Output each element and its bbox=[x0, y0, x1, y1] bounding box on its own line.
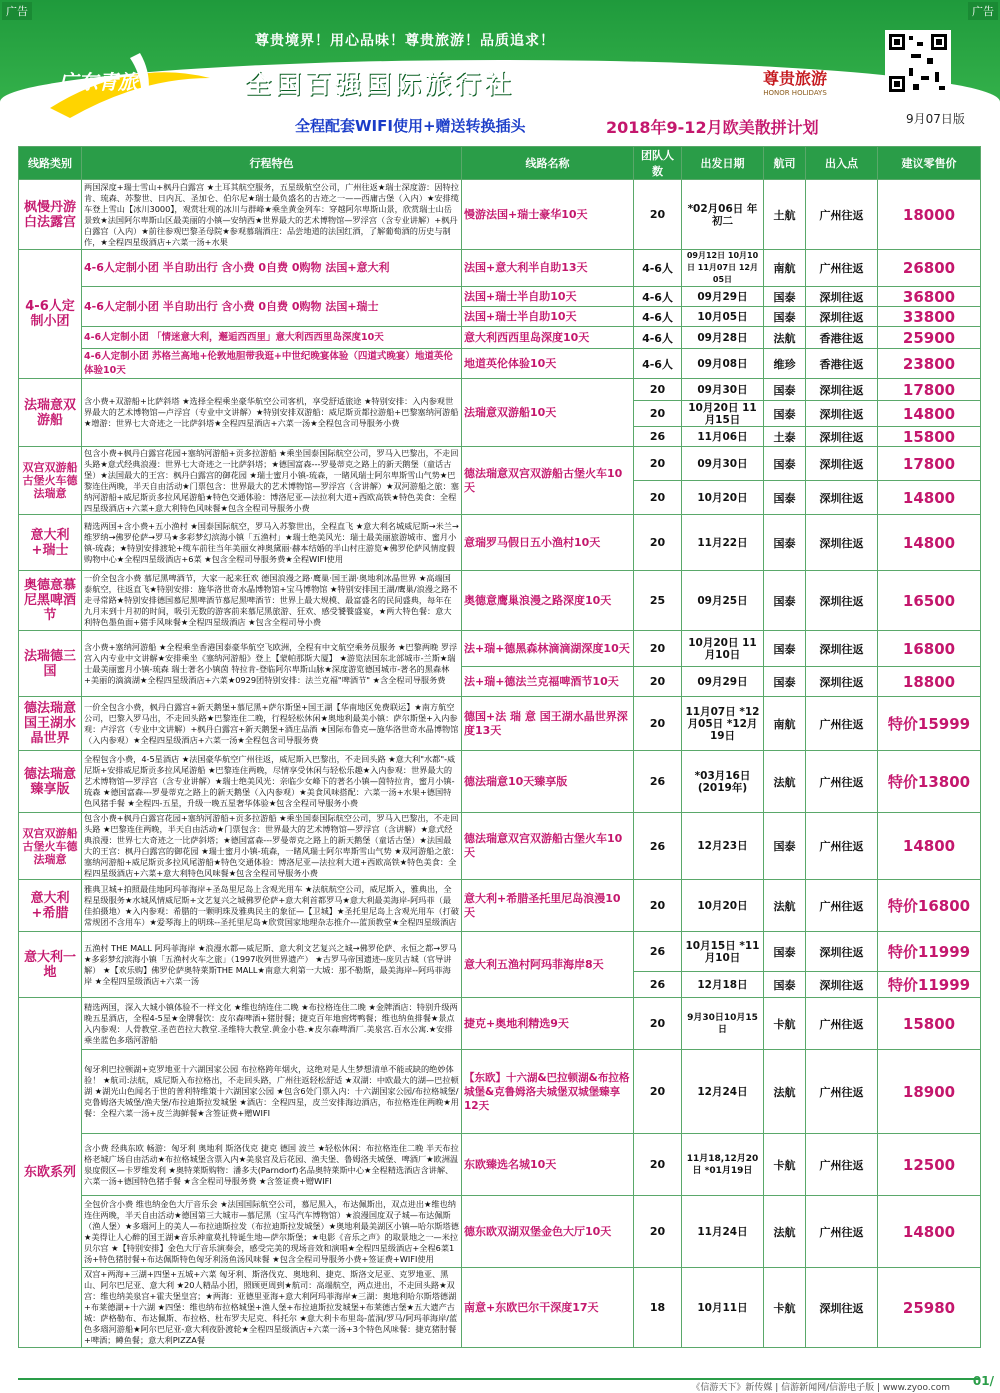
qr-code-icon bbox=[885, 30, 951, 96]
table-row bbox=[19, 1134, 981, 1196]
route-cell[interactable]: 奥德意鹰巢浪漫之路深度10天 bbox=[462, 571, 634, 631]
category-cell: 法瑞意双游船 bbox=[19, 379, 82, 447]
pax-cell: 20 bbox=[634, 1196, 682, 1268]
feature-cell: 含小费+塞纳河游船 ★全程乘坐香港国泰豪华航空飞欧洲，全程有中文航空乘务员服务 ★巴黎两晚 罗浮宫入内专业中文讲解★安排乘坐《塞纳河游船》登上【蒙帕那斯大厦】 ★游览法国东北部城市-兰斯★瑞士最美丽蜜月小镇-琉森 瑞士著名小镇茵 特拉肯-登临阿尔卑斯山脉★深度游览德国城市-著名的黑森林+美丽的滴滴湖★全程四星级酒店+六菜★0929团特别安排：法兰克福"啤酒节" ★含全程司导服务费 bbox=[82, 631, 462, 697]
port-cell: 广州往返 bbox=[806, 813, 878, 880]
airline-cell: 国泰 bbox=[764, 932, 806, 972]
date-cell: 09月29日 bbox=[682, 667, 764, 697]
date-cell: *03月16日 (2019年) bbox=[682, 751, 764, 813]
table-row bbox=[19, 631, 981, 667]
table-row bbox=[19, 932, 981, 972]
date-cell: 09月30日 bbox=[682, 379, 764, 401]
feature-cell: 双宫+两海+三湖+四堡+五城+六菜 匈牙利、斯洛伐克、奥地利、捷克、斯洛文尼亚、克罗地亚、黑山、阿尔巴尼亚、意大利 ★20人精品小团，照顾更周到★航司：高端航空，两点进出，不走回头路★双宫：维也纳美泉宫+霍夫堡皇宫；★两海：亚德里亚海+意大利阿玛菲海岸★三湖：奥地利哈尔斯塔德湖+布莱德湖+十六湖 ★四堡：维也纳布拉格城堡+渔人堡+布拉迪斯拉发城堡+布莱德古堡★五大遗产古城：萨格勒布、布达佩斯、布拉格、杜布罗夫尼克、科托尔 ★意大利卡布里岛-蓝洞/罗马/阿玛菲海岸/蓝色多瑙河游船★阿尔巴尼亚-意大利夜卧渡轮★全程四星级酒店+六菜一汤+3个特色风味餐：捷克猪肘餐+啤酒；鳟鱼餐；意大利PIZZA餐 bbox=[82, 1268, 462, 1348]
route-cell[interactable]: 地道英伦体验10天 bbox=[462, 349, 634, 379]
pax-cell: 26 bbox=[634, 932, 682, 972]
pax-cell: 20 bbox=[634, 667, 682, 697]
price-cell: 14800 bbox=[878, 813, 981, 880]
col-header: 线路类别 bbox=[19, 147, 82, 180]
airline-cell: 国泰 bbox=[764, 813, 806, 880]
date-cell: 11月22日 bbox=[682, 515, 764, 571]
header-banner bbox=[0, 0, 1000, 146]
route-cell[interactable]: 慢游法国+瑞士豪华10天 bbox=[462, 180, 634, 250]
price-cell: 14800 bbox=[878, 481, 981, 515]
honor-sub: HONOR HOLIDAYS bbox=[763, 89, 827, 97]
table-row bbox=[19, 250, 981, 287]
airline-cell: 国泰 bbox=[764, 447, 806, 481]
date-cell: 11月24日 bbox=[682, 1196, 764, 1268]
date-cell: 12月18日 bbox=[682, 972, 764, 998]
airline-cell: 维珍 bbox=[764, 349, 806, 379]
honor-holidays-logo bbox=[735, 46, 855, 106]
pax-cell: 20 bbox=[634, 631, 682, 667]
port-cell: 深圳往返 bbox=[806, 932, 878, 972]
feature-cell: 4-6人定制小团 苏格兰高地+伦敦地胆带我逛+中世纪晚宴体验（四道式晚宴）地道英伦体验10天 bbox=[82, 349, 462, 379]
airline-cell: 法航 bbox=[764, 1196, 806, 1268]
date-cell: 10月20日 bbox=[682, 481, 764, 515]
version-label: 9月07日版 bbox=[906, 112, 965, 126]
table-row bbox=[19, 813, 981, 880]
pax-cell: 20 bbox=[634, 998, 682, 1050]
pax-cell: 18 bbox=[634, 1268, 682, 1348]
airline-cell: 卡航 bbox=[764, 1268, 806, 1348]
pax-cell: 4-6人 bbox=[634, 327, 682, 349]
pax-cell: 20 bbox=[634, 1050, 682, 1134]
date-cell: 12月23日 bbox=[682, 813, 764, 880]
pax-cell: 20 bbox=[634, 880, 682, 932]
route-cell[interactable]: 法+瑞+德黑森林滴滴湖深度10天 bbox=[462, 631, 634, 667]
price-cell: 特价13800 bbox=[878, 751, 981, 813]
pax-cell: 4-6人 bbox=[634, 287, 682, 307]
category-cell: 双宫双游船古堡火车德法瑞意 bbox=[19, 447, 82, 515]
price-cell: 17800 bbox=[878, 447, 981, 481]
date-cell: 12月24日 bbox=[682, 1050, 764, 1134]
port-cell: 深圳往返 bbox=[806, 1268, 878, 1348]
airline-cell: 法航 bbox=[764, 751, 806, 813]
page-number: 01/ bbox=[972, 1374, 994, 1388]
plan-title: 2018年9-12月欧美散拼计划 bbox=[606, 118, 819, 137]
category-cell: 德法瑞意国王湖水晶世界 bbox=[19, 697, 82, 751]
table-row bbox=[19, 327, 981, 349]
date-cell: 10月20日 11月15日 bbox=[682, 401, 764, 427]
route-cell[interactable]: 南意+东欧巴尔干深度17天 bbox=[462, 1268, 634, 1348]
route-cell[interactable]: 意大利五渔村阿玛菲海岸8天 bbox=[462, 932, 634, 998]
price-cell: 18000 bbox=[878, 180, 981, 250]
price-cell: 15800 bbox=[878, 998, 981, 1050]
route-cell[interactable]: 法+瑞+德法兰克福啤酒节10天 bbox=[462, 667, 634, 697]
route-cell[interactable]: 意大利+希腊圣托里尼岛浪漫10天 bbox=[462, 880, 634, 932]
category-cell: 法瑞德三国 bbox=[19, 631, 82, 697]
category-cell: 4-6人定制小团 bbox=[19, 250, 82, 379]
airline-cell: 南航 bbox=[764, 697, 806, 751]
date-cell: 09月28日 bbox=[682, 327, 764, 349]
honor-name: 尊贵旅游 bbox=[762, 69, 827, 88]
feature-cell: 匈牙利巴拉顿湖+克罗地亚十六湖国家公园 布拉格跨年烟火，这绝对是人生梦想清单不能或缺的绝妙体验！ ★航司:法航，威尼斯入布拉格出，不走回头路，广州往返轻松舒适 ★双湖：中欧最大的湖—巴拉顿湖 ★湖光山色闻名于世的普利特维策十六湖国家公园 ★包含6处门票入内：十六湖国家公园/布拉格城堡/克鲁姆洛夫城堡/渔夫堡/布拉迪斯拉发城堡 ★酒店：全程四星，皮兰安排海边酒店，布拉格连住两晚★用餐：全程六菜一汤+皮兰海鲜餐★含签证费+赠WIFI bbox=[82, 1050, 462, 1134]
airline-cell: 卡航 bbox=[764, 998, 806, 1050]
price-cell: 12500 bbox=[878, 1134, 981, 1196]
feature-cell: 全包价含小费 维也纳金色大厅音乐会 ★法国国际航空公司，慕尼黑入，布达佩斯出，双点进出★维也纳连住两晚，半天自由活动★德国第三大城市—慕尼黑（宝马汽车博物馆）★浪漫国度双子城—布达佩斯（渔人堡）★多瑙河上的美人—布拉迪斯拉发（布拉迪斯拉发城堡）★奥地利最美湖区小镇—哈尔斯塔德 ★美得让人心醉的国王湖★音乐神童莫扎特诞生地—萨尔斯堡；★电影《音乐之声》的取景地之一—米拉贝尔宫 ★【特别安排】金色大厅音乐演奏会，感受完美的现场音效和演唱★全程四星级酒店+全程6菜1汤+特色猪肘餐+布达佩斯特色匈牙利汤鱼汤风味餐 ★包含全程司导服务小费+签证费+WIFI使用 bbox=[82, 1196, 462, 1268]
route-cell[interactable]: 法国+意大利半自助13天 bbox=[462, 250, 634, 287]
category-cell: 双宫双游船古堡火车德法瑞意 bbox=[19, 813, 82, 880]
price-cell: 25980 bbox=[878, 1268, 981, 1348]
airline-cell: 国泰 bbox=[764, 972, 806, 998]
pax-cell: 20 bbox=[634, 447, 682, 481]
feature-cell: 一价全包含小费，枫丹白露宫+新天鹅堡+慕尼黑+萨尔斯堡+国王湖【华南地区免费联运】★南方航空公司，巴黎入罗马出，不走回头路★巴黎连住二晚，行程轻松休闲★奥地利最美小镇：萨尔斯堡+入内参观：卢浮宫（专业中文讲解）+枫丹白露宫+新天鹅堡+酒庄品酒 ★国际布鲁克—施华洛世奇水晶博物馆（入内参观）★全程四星级酒店+六菜一汤★全程包含司导服务费 bbox=[82, 697, 462, 751]
table-row bbox=[19, 1268, 981, 1348]
route-cell[interactable]: 【东欧】十六湖&巴拉顿湖&布拉格城堡&克鲁姆洛夫城堡双城堡臻享12天 bbox=[462, 1050, 634, 1134]
feature-cell: 包含小费+枫丹白露宫花园+塞纳河游船+贡多拉游船 ★乘坐国泰国际航空公司，罗马入巴黎出，不走回头路 ★巴黎连住两晚，半天自由活动★门票包含：世界最大的艺术博物馆—罗浮宫（含讲解）★意式经典浪漫：世界七大奇迹之一比萨斜塔；★德国富森---罗曼蒂克之路上的新天鹅堡（童话古堡）★法国最大的王宫：枫丹白露宫的御花园 ★瑞士蜜月小镇-琉森，一睹风瑞士阿尔卑斯雪山气势 ★双河游船之旅：塞纳河游船+威尼斯贡多拉风尾游船★特色交通体验：博洛尼亚—法拉利大道+西欧高铁★特色美食：全程四星级酒店+六菜+意大利特色风味餐★包含全程司导服务小费 bbox=[82, 813, 462, 880]
date-cell: 10月20日 bbox=[682, 880, 764, 932]
feature-cell: 4-6人定制小团 「情迷意大利，邂逅西西里」意大利西西里岛深度10天 bbox=[82, 327, 462, 349]
airline-cell: 法航 bbox=[764, 1050, 806, 1134]
feature-cell: 两国深度+瑞士雪山+枫丹白露宫 ★土耳其航空服务，五星级航空公司，广州往返★瑞士深度游：因特拉肯、琉森、苏黎世、日内瓦、圣加仑、伯尔尼★瑞士最负盛名的古迹之一——西庸古堡（入内）★安排缆车登上雪山【冰川3000】，观赏壮观的冰川与群峰★乘坐黄金列车：穿越阿尔卑斯山景，欣赏瑞士山岳景致★法国阿尔卑斯山区最美丽的小镇—安纳西★世界最大的艺术博物馆—罗浮宫（含专业讲解）+枫丹白露宫（入内）★前往参观巴黎圣母院★参观慕瑞酒庄：品尝地道的法国红酒，了解葡萄酒的历史与制作，★全程四星级酒店+六菜一汤+水果 bbox=[82, 180, 462, 250]
pax-cell: 20 bbox=[634, 515, 682, 571]
ad-label-right: 广告 bbox=[968, 2, 998, 20]
port-cell: 深圳往返 bbox=[806, 379, 878, 401]
price-cell: 特价11999 bbox=[878, 972, 981, 998]
airline-cell: 国泰 bbox=[764, 307, 806, 327]
airline-cell: 国泰 bbox=[764, 631, 806, 667]
date-cell: 09月12日 10月10日 11月07日 12月05日 bbox=[682, 250, 764, 287]
route-cell[interactable]: 意大利西西里岛深度10天 bbox=[462, 327, 634, 349]
date-cell: *02月06日 年初二 bbox=[682, 180, 764, 250]
category-cell: 奥德意慕尼黑啤酒节 bbox=[19, 571, 82, 631]
feature-cell: 全程包含小费，4-5星酒店 ★法国豪华航空广州往返，威尼斯入巴黎出，不走回头路 ★意大利"水都"-威尼斯+安排威尼斯贡多拉风尾游船 ★巴黎连住两晚，尽情享受休闲与轻松乐趣★入内参观：世界最大的艺术博物馆—罗浮宫（含专业讲解）★瑞士绝美风光：亲临少女峰下的著名小镇—茵特拉肯，蜜月小镇-琉森 ★德国富森---罗曼蒂克之路上的新天鹅堡（入内参观）★美食风味搭配：六菜一汤+水果+德国特色风猪手餐 ★全程四-五星，升级一晚五星奢华体验★包含全程司导服务小费 bbox=[82, 751, 462, 813]
col-header: 航司 bbox=[764, 147, 806, 180]
port-cell: 深圳往返 bbox=[806, 631, 878, 667]
price-cell: 26800 bbox=[878, 250, 981, 287]
route-cell[interactable]: 德国+法 瑞 意 国王湖水晶世界深度13天 bbox=[462, 697, 634, 751]
port-cell: 广州往返 bbox=[806, 180, 878, 250]
port-cell: 香港往返 bbox=[806, 327, 878, 349]
table-row bbox=[19, 515, 981, 571]
route-cell[interactable]: 法国+瑞士半自助10天 bbox=[462, 287, 634, 307]
date-cell: 09月29日 bbox=[682, 287, 764, 307]
category-cell: 意大利+瑞士 bbox=[19, 515, 82, 571]
pax-cell: 4-6人 bbox=[634, 250, 682, 287]
port-cell: 深圳往返 bbox=[806, 427, 878, 447]
port-cell: 广州往返 bbox=[806, 998, 878, 1050]
airline-cell: 法航 bbox=[764, 327, 806, 349]
port-cell: 广州往返 bbox=[806, 697, 878, 751]
table-row bbox=[19, 571, 981, 631]
table-row bbox=[19, 180, 981, 250]
airline-cell: 国泰 bbox=[764, 667, 806, 697]
pax-cell: 20 bbox=[634, 180, 682, 250]
airline-cell: 南航 bbox=[764, 250, 806, 287]
pax-cell: 26 bbox=[634, 751, 682, 813]
price-cell: 23800 bbox=[878, 349, 981, 379]
port-cell: 深圳往返 bbox=[806, 447, 878, 481]
port-cell: 深圳往返 bbox=[806, 481, 878, 515]
port-cell: 广州往返 bbox=[806, 1050, 878, 1134]
date-cell: 11月07日 *12月05日 *12月19日 bbox=[682, 697, 764, 751]
route-cell[interactable]: 法瑞意双游船10天 bbox=[462, 379, 634, 447]
date-cell: 10月05日 bbox=[682, 307, 764, 327]
price-cell: 17800 bbox=[878, 379, 981, 401]
price-cell: 14800 bbox=[878, 515, 981, 571]
brand-name: 广东青旅 bbox=[58, 70, 138, 94]
price-cell: 16800 bbox=[878, 631, 981, 667]
airline-cell: 土泰 bbox=[764, 427, 806, 447]
pax-cell: 20 bbox=[634, 481, 682, 515]
feature-cell: 五渔村 THE MALL 阿玛菲海岸 ★浪漫水都—威尼斯、意大利文艺复兴之城→佛罗伦萨、永恒之都→罗马 ★多彩梦幻滨海小镇「五渔村火车之旅」（1997收列世界遗产） ★古罗马帝国遗迹--庞贝古城（官导讲解） ★【欢乐购】佛罗伦萨奥特莱斯THE MALL★南意大利第一大城：那不勒斯，最美海岸--阿玛菲海岸 ★全程四星级酒店+六菜一汤 bbox=[82, 932, 462, 998]
airline-cell: 国泰 bbox=[764, 481, 806, 515]
price-cell: 15800 bbox=[878, 427, 981, 447]
port-cell: 广州往返 bbox=[806, 1134, 878, 1196]
price-cell: 特价16800 bbox=[878, 880, 981, 932]
date-cell: 10月15日 *11月10日 bbox=[682, 932, 764, 972]
port-cell: 广州往返 bbox=[806, 250, 878, 287]
table-row bbox=[19, 287, 981, 307]
pax-cell: 20 bbox=[634, 401, 682, 427]
port-cell: 深圳往返 bbox=[806, 667, 878, 697]
table-row bbox=[19, 349, 981, 379]
col-header: 线路名称 bbox=[462, 147, 634, 180]
feature-cell: 含小费 经典东欧 畅游：匈牙利 奥地利 斯洛伐克 捷克 德国 波兰 ★轻松休闲：布拉格连住二晚 半天布拉格老城广场自由活动★布拉格城堡含票入内★美泉宫及后花园、渔夫堡、鲁姆洛夫城堡、啤酒厂★欧洲温泉度假区—卡罗维发利 ★奥特莱斯购物：潘多夫(Parndorf)名品奥特莱斯中心★全程精选酒店含讲解、六菜一汤+德国特色猪手餐 ★含全程司导服务费 ★含签证费+赠WIFI bbox=[82, 1134, 462, 1196]
airline-cell: 国泰 bbox=[764, 515, 806, 571]
category-cell: 东欧系列 bbox=[19, 998, 82, 1348]
pax-cell: 26 bbox=[634, 427, 682, 447]
feature-cell: 含小费+双游船+比萨斜塔 ★选择全程乘坐豪华航空公司客机，享受舒适旅途 ★特别安排：入内参观世界最大的艺术博物馆—卢浮宫（专业中文讲解）★特别安排双游船：威尼斯贡都拉游船+巴黎塞纳河游船 ★增游：世界七大奇迹之一比萨斜塔★全程四星酒店+六菜一汤★全程包含司导服务小费 bbox=[82, 379, 462, 447]
date-cell: 9月30日10月15日 bbox=[682, 998, 764, 1050]
feature-cell: 包含小费+枫丹白露宫花园+塞纳河游船+贡多拉游船 ★乘坐国泰国际航空公司，罗马入巴黎出，不走回头路★意式经典浪漫：世界七大奇迹之一比萨斜塔；★德国富森---罗曼蒂克之路上的新天鹅堡（童话古堡）★法国最大的王宫：枫丹白露宫的御花园 ★瑞士蜜月小镇-琉森，一睹风瑞士阿尔卑斯雪山气势★巴黎连住两晚，半天自由活动★门票包含：世界最大的艺术博物馆—罗浮宫（含讲解）★双河游船之旅：塞纳河游船+威尼斯贡多拉风尾游船★特色交通体验：博洛尼亚—法拉利大道+西欧高铁★特色美食：全程四星级酒店+六菜+意大利特色风味餐★包含全程司导服务小费 bbox=[82, 447, 462, 515]
feature-cell: 4-6人定制小团 半自助出行 含小费 0自费 0购物 法国+瑞士 bbox=[82, 287, 462, 327]
category-cell: 德法瑞意臻享版 bbox=[19, 751, 82, 813]
price-cell: 18800 bbox=[878, 667, 981, 697]
route-cell[interactable]: 德法瑞意双宫双游船古堡火车10天 bbox=[462, 813, 634, 880]
wifi-promo: 全程配套WIFI使用+赠送转换插头 bbox=[295, 117, 526, 135]
airline-cell: 国泰 bbox=[764, 287, 806, 307]
airline-cell: 国泰 bbox=[764, 401, 806, 427]
table-row bbox=[19, 998, 981, 1050]
date-cell: 11月18,12月20日 *01月19日 bbox=[682, 1134, 764, 1196]
pax-cell: 4-6人 bbox=[634, 307, 682, 327]
feature-cell: 雅典卫城+拍照最佳地阿玛菲海岸+圣岛里尼岛上含观光用车 ★法航航空公司，威尼斯入，雅典出，全程星级服务★水城风情威尼斯+文艺复兴之城佛罗伦萨+意大利首都罗马★意大利最美海岸-阿玛菲（最佳拍摄地）★入内参观：希腊的一颗明珠及雅典民主的象征—【卫城】★圣托里尼岛上含观光用车（打破常规团不含用车）★爱琴海上的明珠--圣托里尼岛★欣赏国家地理杂志推介---蓝顶教堂★全程四星级酒店 bbox=[82, 880, 462, 932]
port-cell: 深圳往返 bbox=[806, 515, 878, 571]
port-cell: 深圳往返 bbox=[806, 287, 878, 307]
category-cell: 意大利+希腊 bbox=[19, 880, 82, 932]
feature-cell: 4-6人定制小团 半自助出行 含小费 0自费 0购物 法国+意大利 bbox=[82, 250, 462, 287]
pax-cell: 26 bbox=[634, 972, 682, 998]
airline-cell: 卡航 bbox=[764, 1134, 806, 1196]
price-cell: 14800 bbox=[878, 1196, 981, 1268]
table-row bbox=[19, 447, 981, 481]
table-row bbox=[19, 697, 981, 751]
airline-cell: 土航 bbox=[764, 180, 806, 250]
table-row bbox=[19, 1050, 981, 1134]
price-cell: 33800 bbox=[878, 307, 981, 327]
route-cell[interactable]: 意瑞罗马假日五小渔村10天 bbox=[462, 515, 634, 571]
price-cell: 36800 bbox=[878, 287, 981, 307]
price-cell: 特价15999 bbox=[878, 697, 981, 751]
ad-label-left: 广告 bbox=[2, 2, 32, 20]
port-cell: 广州往返 bbox=[806, 880, 878, 932]
airline-cell: 国泰 bbox=[764, 379, 806, 401]
port-cell: 深圳往返 bbox=[806, 307, 878, 327]
table-row bbox=[19, 1196, 981, 1268]
pax-cell: 20 bbox=[634, 1134, 682, 1196]
route-cell[interactable]: 德法瑞意10天臻享版 bbox=[462, 751, 634, 813]
port-cell: 香港往返 bbox=[806, 349, 878, 379]
category-cell: 意大利一地 bbox=[19, 932, 82, 998]
price-cell: 18900 bbox=[878, 1050, 981, 1134]
table-header-row bbox=[19, 147, 981, 180]
slogan: 尊贵境界！用心品味！尊贵旅游！品质追求！ bbox=[255, 33, 555, 49]
table-row bbox=[19, 379, 981, 401]
port-cell: 深圳往返 bbox=[806, 401, 878, 427]
route-cell[interactable]: 德东欧双湖双堡金色大厅10天 bbox=[462, 1196, 634, 1268]
pax-cell: 25 bbox=[634, 571, 682, 631]
col-header: 团队人数 bbox=[634, 147, 682, 180]
feature-cell: 一价全包含小费 慕尼黑啤酒节，大家一起来狂欢 德国浪漫之路·鹰巢·国王湖·奥地利冰晶世界 ★高端国泰航空，往返直飞★特别安排：施华洛世奇水晶博物馆+宝马博物馆 ★特别安排国王湖/鹰巢/浪漫之路不走寻常路★特别安排德国慕尼黑啤酒节慕尼黑啤酒节：世界上最大规模、最富盛名的民间盛典，每年在九月末到十月初的时间，吸引无数的游客前来慕尼黑旅游、狂欢、感受饕餮盛宴，★两大特色餐：意大利特色墨鱼面+猪手风味餐★全程四星级酒店 ★包含全程司导小费 bbox=[82, 571, 462, 631]
date-cell: 10月11日 bbox=[682, 1268, 764, 1348]
route-cell[interactable]: 东欧臻选名城10天 bbox=[462, 1134, 634, 1196]
pax-cell: 20 bbox=[634, 379, 682, 401]
airline-cell: 法航 bbox=[764, 880, 806, 932]
route-cell[interactable]: 法国+瑞士半自助10天 bbox=[462, 307, 634, 327]
route-cell[interactable]: 德法瑞意双宫双游船古堡火车10天 bbox=[462, 447, 634, 515]
port-cell: 广州往返 bbox=[806, 751, 878, 813]
col-header: 行程特色 bbox=[82, 147, 462, 180]
table-row bbox=[19, 880, 981, 932]
price-cell: 16500 bbox=[878, 571, 981, 631]
feature-cell: 精选两国+含小费+五小渔村 ★国泰国际航空，罗马入苏黎世出，全程直飞 ★意大利名城威尼斯→米兰→维罗纳→佛罗伦萨→罗马★多彩梦幻滨海小镇「五渔村」★瑞士绝美风光：瑞士最美丽旅游城市、蜜月小镇-琉森；★特别安排渡轮+缆车前往当年美丽女神奥黛丽·赫本结婚的半山村庄游览★佛罗伦萨风情度假购物中心★全程四星级酒店+6菜 ★包含全程司导服务费★全程WIFI使用 bbox=[82, 515, 462, 571]
footer: 《信游天下》新传媒 | 信游新闻网/信游电子版 | www.zyoo.com bbox=[18, 1378, 980, 1392]
table-row bbox=[19, 751, 981, 813]
col-header: 出入点 bbox=[806, 147, 878, 180]
port-cell: 广州往返 bbox=[806, 1196, 878, 1268]
category-cell: 枫慢丹游白法露宫 bbox=[19, 180, 82, 250]
pax-cell: 20 bbox=[634, 697, 682, 751]
pax-cell: 4-6人 bbox=[634, 349, 682, 379]
pax-cell: 26 bbox=[634, 813, 682, 880]
brand-logo bbox=[40, 48, 230, 128]
port-cell: 深圳往返 bbox=[806, 972, 878, 998]
feature-cell: 精选两国，深入大城小镇体验不一样文化 ★维也纳连住二晚 ★布拉格连住二晚 ★金牌酒店：特别升级两晚五星酒店，全程4-5星★金牌餐饮：皮尔森啤酒+猪肘餐；捷克百年地窖烤鸭餐；维也纳鱼排餐★景点入内参观：人骨教堂.圣芭芭拉大教堂.圣维特大教堂.黄金小巷.★皮尔森啤酒厂.美泉宫.百水公寓.★安排乘坐蓝色多瑙河游船 bbox=[82, 998, 462, 1050]
date-cell: 09月08日 bbox=[682, 349, 764, 379]
col-header: 建议零售价 bbox=[878, 147, 981, 180]
price-cell: 特价11999 bbox=[878, 932, 981, 972]
col-header: 出发日期 bbox=[682, 147, 764, 180]
date-cell: 09月25日 bbox=[682, 571, 764, 631]
price-cell: 25900 bbox=[878, 327, 981, 349]
date-cell: 11月06日 bbox=[682, 427, 764, 447]
route-cell[interactable]: 捷克+奥地利精选9天 bbox=[462, 998, 634, 1050]
date-cell: 09月30日 bbox=[682, 447, 764, 481]
port-cell: 深圳往返 bbox=[806, 571, 878, 631]
company-name: 全国百强国际旅行社 bbox=[245, 70, 516, 100]
date-cell: 10月20日 11月10日 bbox=[682, 631, 764, 667]
tour-table bbox=[18, 146, 981, 1348]
airline-cell: 国泰 bbox=[764, 571, 806, 631]
price-cell: 14800 bbox=[878, 401, 981, 427]
